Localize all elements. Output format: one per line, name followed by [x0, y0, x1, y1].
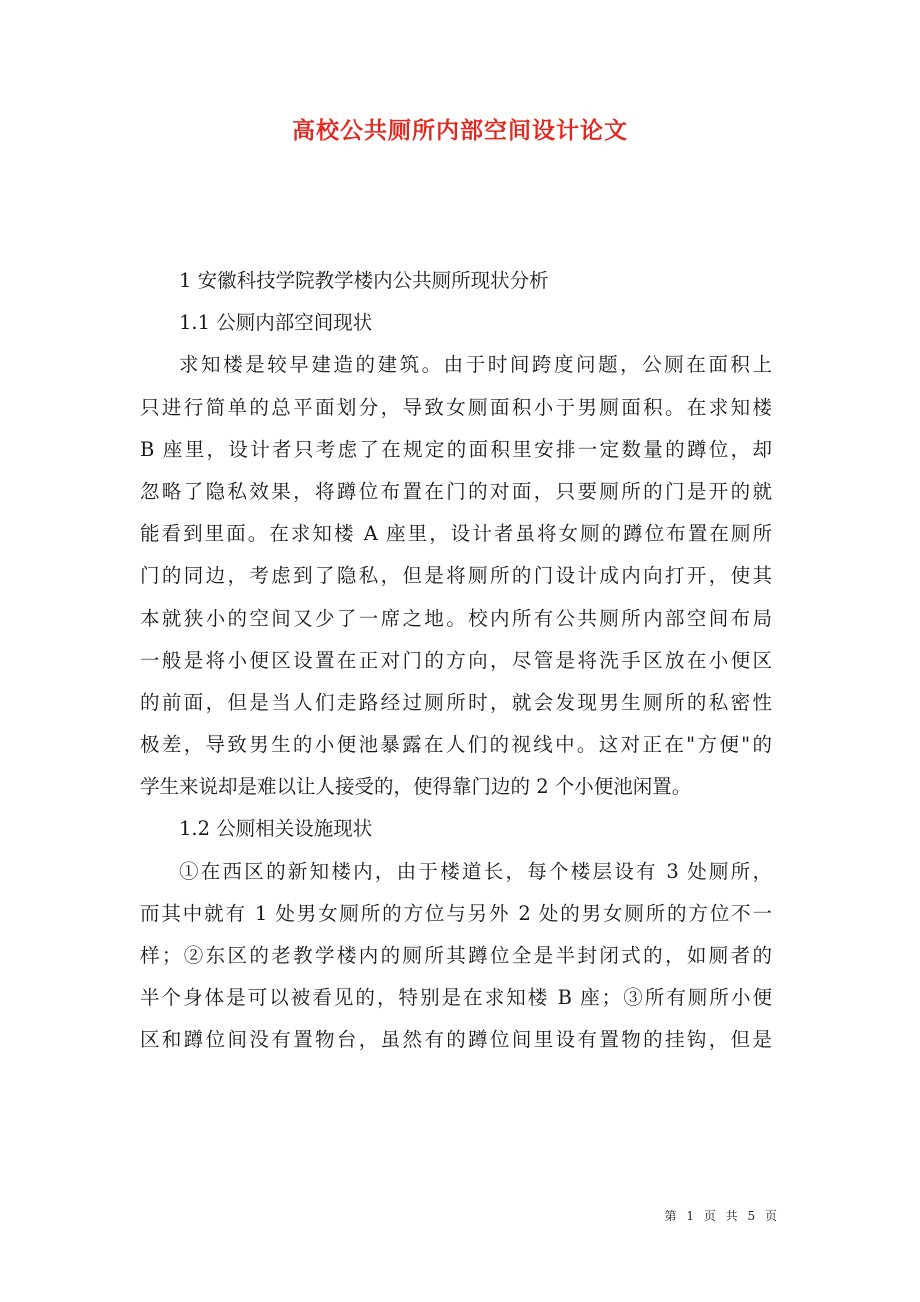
text-line: 能看到里面。在求知楼 A 座里，设计者虽将女厕的蹲位布置在厕所 — [140, 522, 772, 546]
footer-current-page: 1 — [686, 1209, 695, 1223]
text-line: B 座里，设计者只考虑了在规定的面积里安排一定数量的蹲位，却 — [140, 437, 772, 461]
text-line: 一般是将小便区设置在正对门的方向，尽管是将洗手区放在小便区 — [140, 648, 772, 672]
text-line: 只进行简单的总平面划分，导致女厕面积小于男厕面积。在求知楼 — [140, 395, 772, 419]
text-line: 1.1 公厕内部空间现状 — [179, 311, 373, 335]
text-line: 求知楼是较早建造的建筑。由于时间跨度问题，公厕在面积上 — [179, 353, 772, 377]
text-line: 半个身体是可以被看见的，特别是在求知楼 B 座；③所有厕所小便 — [140, 986, 772, 1010]
footer-total-suffix: 页 — [764, 1209, 778, 1223]
footer-total-pages: 5 — [747, 1209, 757, 1223]
document-title: 高校公共厕所内部空间设计论文 — [292, 117, 628, 144]
footer-prefix: 第 — [664, 1209, 678, 1223]
text-line: 忽略了隐私效果，将蹲位布置在门的对面，只要厕所的门是开的就 — [140, 479, 772, 503]
text-line: 1.2 公厕相关设施现状 — [179, 817, 373, 841]
text-line: 极差，导致男生的小便池暴露在人们的视线中。这对正在"方便"的 — [140, 733, 772, 757]
text-line: 本就狭小的空间又少了一席之地。校内所有公共厕所内部空间布局 — [140, 606, 772, 630]
text-line: 样；②东区的老教学楼内的厕所其蹲位全是半封闭式的，如厕者的 — [140, 944, 772, 967]
text-line: 门的同边，考虑到了隐私，但是将厕所的门设计成内向打开，使其 — [140, 564, 772, 588]
page-footer — [663, 1207, 780, 1224]
text-line: 学生来说却是难以让人接受的，使得靠门边的 2 个小便池闲置。 — [140, 775, 692, 799]
text-line: 而其中就有 1 处男女厕所的方位与另外 2 处的男女厕所的方位不一 — [140, 901, 772, 925]
text-line: 1 安徽科技学院教学楼内公共厕所现状分析 — [179, 269, 549, 292]
text-line: 的前面，但是当人们走路经过厕所时，就会发现男生厕所的私密性 — [140, 690, 772, 714]
text-line: 区和蹲位间没有置物台，虽然有的蹲位间里设有置物的挂钩，但是 — [140, 1028, 772, 1052]
document-body — [140, 260, 772, 1062]
footer-total-prefix: 共 — [725, 1209, 739, 1223]
footer-page-unit: 页 — [703, 1209, 717, 1223]
text-line: ①在西区的新知楼内，由于楼道长，每个楼层设有 3 处厕所， — [179, 859, 772, 883]
